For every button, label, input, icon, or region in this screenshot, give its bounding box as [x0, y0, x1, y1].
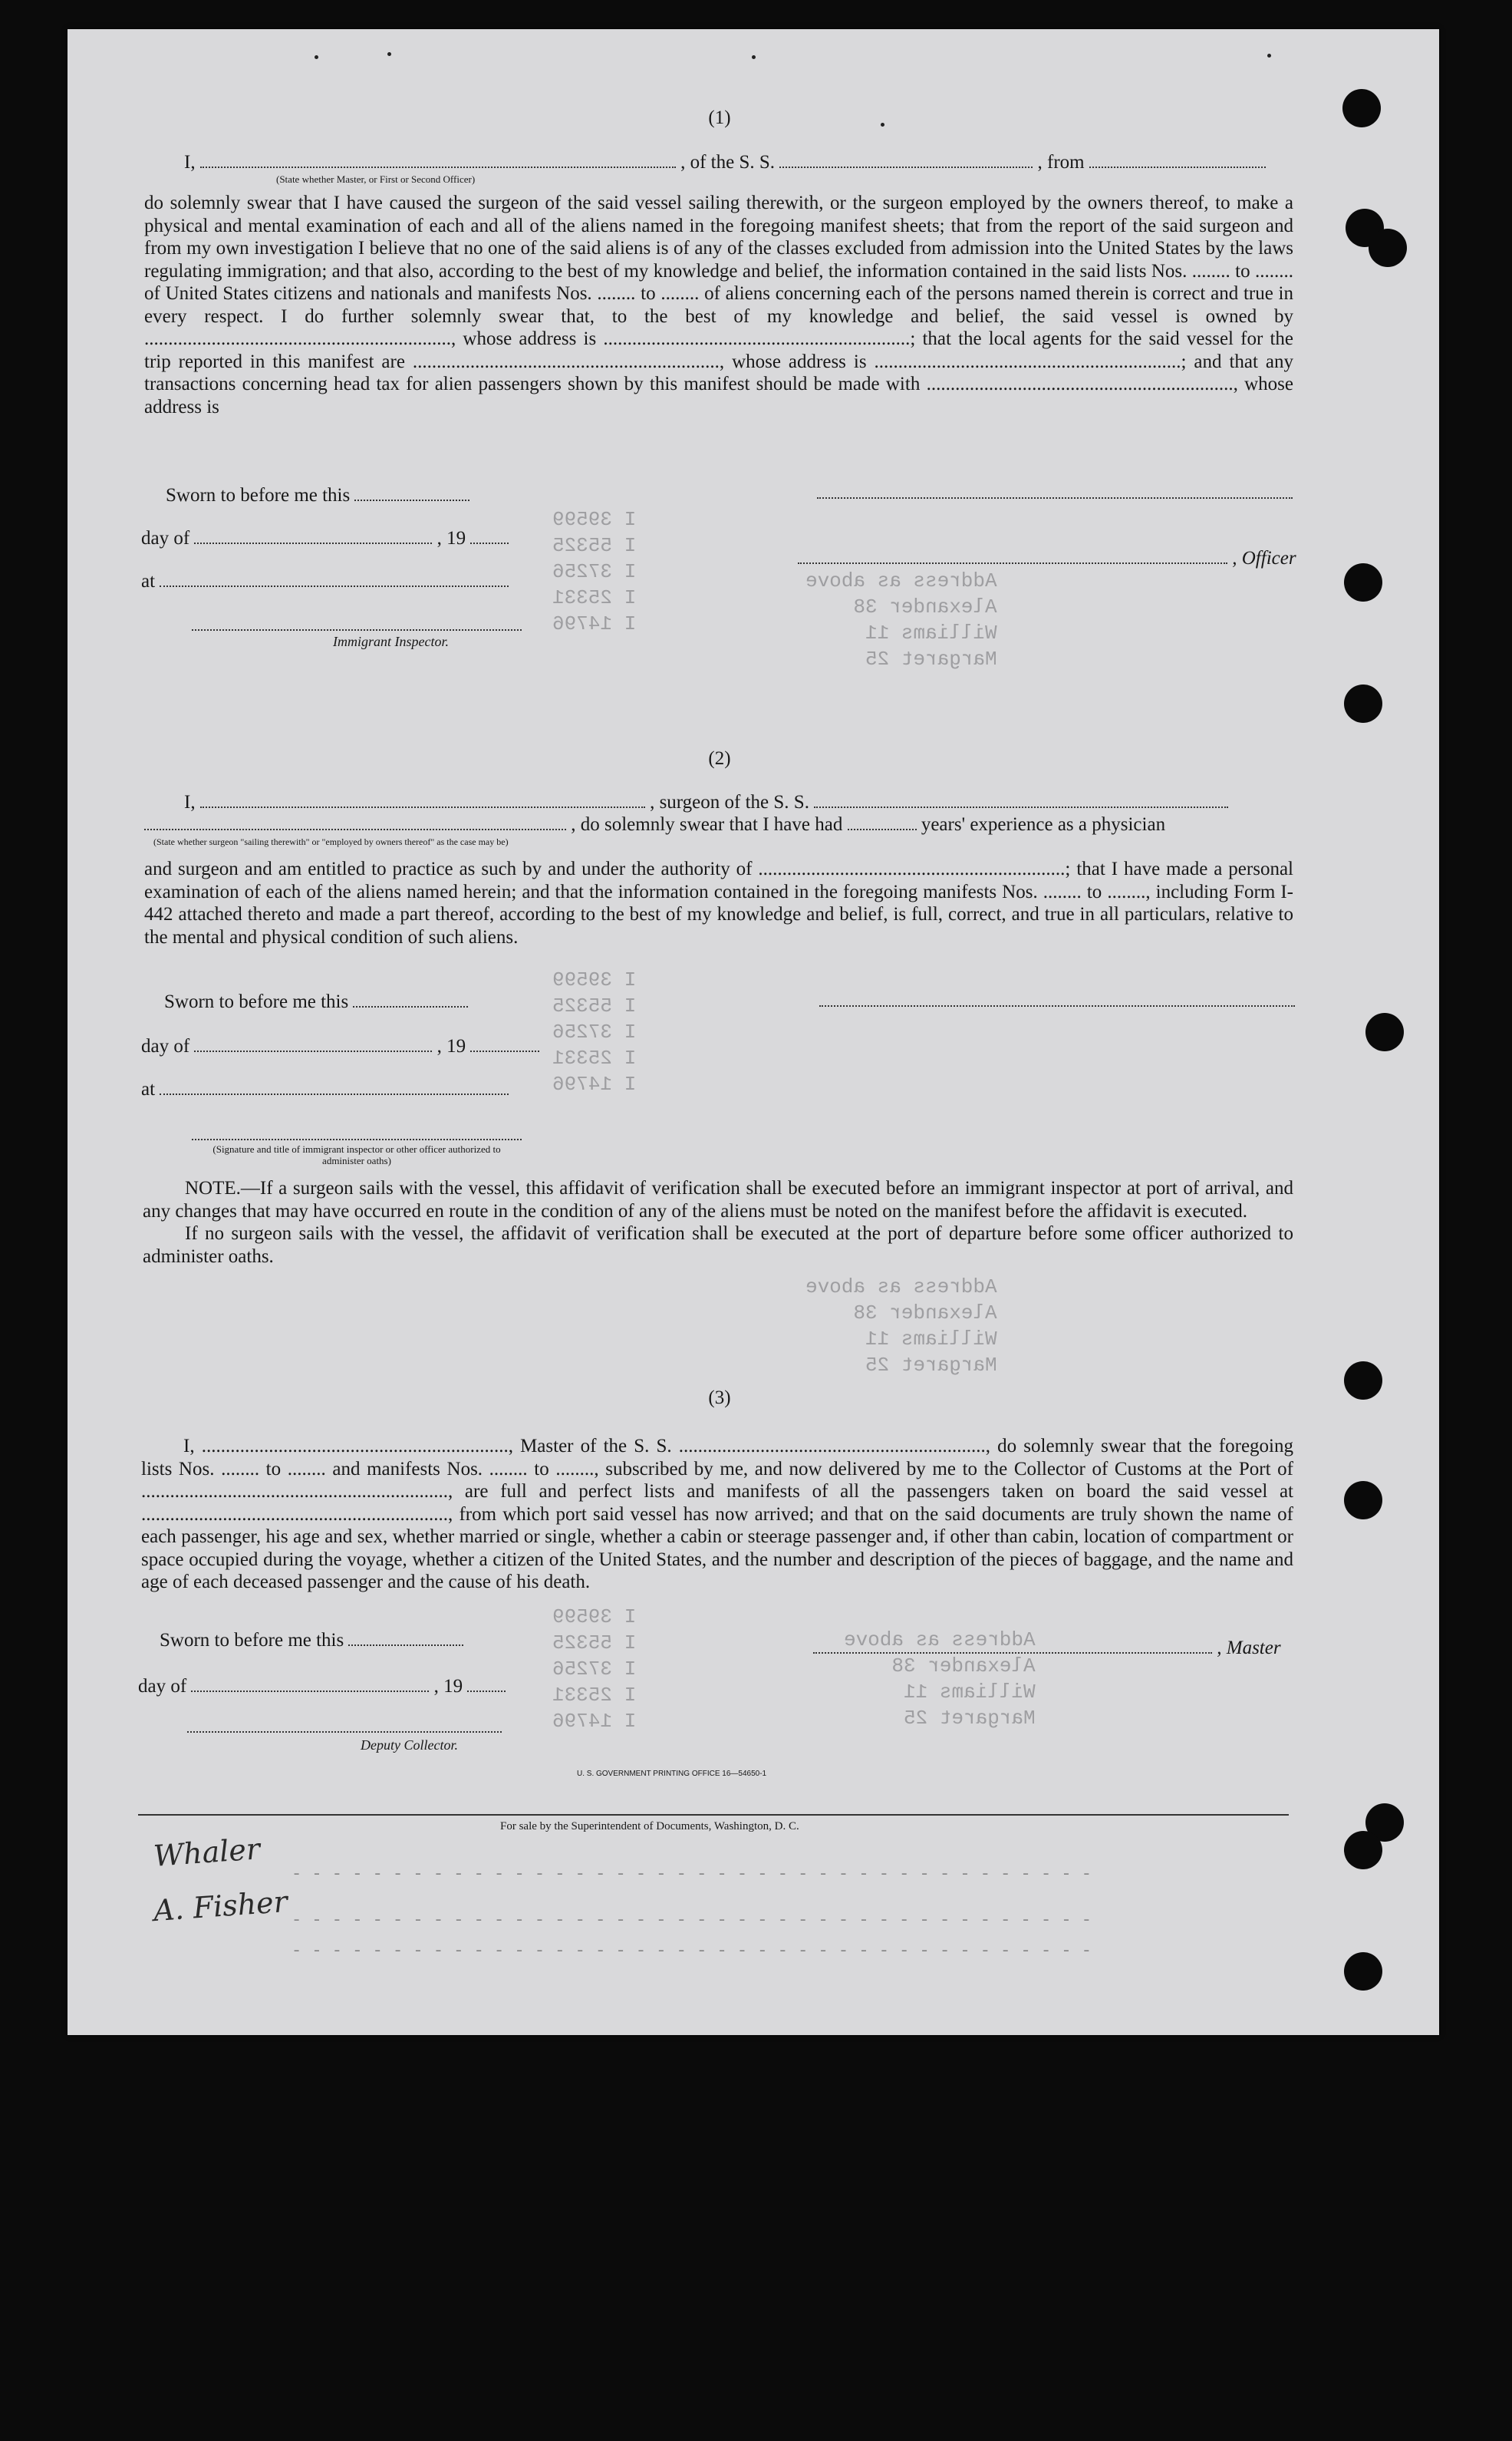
sworn-day-field[interactable]	[354, 486, 469, 501]
day-of-month-field[interactable]	[191, 1677, 429, 1692]
surgeon-first-line: I, , surgeon of the S. S.	[184, 792, 1228, 813]
punch-hole	[1369, 229, 1407, 267]
ink-speck	[315, 55, 318, 59]
master-signature-line: , Master	[813, 1638, 1281, 1659]
authorized-officer-signature-line[interactable]	[192, 1139, 522, 1140]
port-from-field[interactable]	[1089, 153, 1266, 168]
at-place-field[interactable]	[160, 1080, 509, 1095]
surgeon-status-field[interactable]	[144, 815, 566, 830]
section-number: (2)	[708, 748, 731, 769]
sworn-line-2: Sworn to before me this	[164, 991, 468, 1013]
ink-speck	[387, 52, 391, 56]
at-place-field[interactable]	[160, 572, 509, 587]
role-note: (State whether Master, or First or Second Officer)	[276, 173, 476, 185]
surgeon-vessel-field[interactable]	[814, 793, 1228, 808]
officer-title-field[interactable]	[798, 549, 1227, 564]
section-1-first-line: I, , of the S. S. , from	[184, 152, 1266, 173]
surgeon-status-note: (State whether surgeon "sailing therewith" or "employed by owners thereof" as the case may be)	[153, 836, 509, 847]
section-3-body	[141, 1435, 1293, 1594]
punch-hole	[1344, 1831, 1382, 1869]
ink-speck	[752, 55, 756, 59]
surgeon-second-line: , do solemnly swear that I have had years' experience as a physician	[144, 814, 1165, 836]
bleed-through-dashes: - - - - - - - - - - - - - - - - - - - - - - - - - - - - - - - - - - - - - - - -	[292, 1911, 1092, 1930]
surgeon-oath-text: and surgeon and am entitled to practice as such by and under the authority of ................................................................; that I have made a personal examination of each of the aliens named herein; and that the information contained in the foregoing manifests Nos. ........ to ........, including Form I-442 attached thereto and made a part thereof, according to the best of my knowledge and belief, is full, correct, and true in all particulars, relative to the mental and physical condition of such aliens.	[144, 859, 1293, 948]
sworn-day-field[interactable]	[348, 1631, 463, 1646]
bleed-through-names: Address as above Alexander 38 Williams 11 Margaret 25	[805, 1275, 997, 1377]
section-2-surgeon-oath	[144, 748, 1295, 770]
year-field[interactable]	[470, 1037, 539, 1052]
day-of-line-2: day of , 19	[141, 1036, 539, 1057]
punch-hole	[1344, 1481, 1382, 1519]
officer-title-line: , Officer	[798, 548, 1296, 569]
years-experience-field[interactable]	[848, 815, 917, 830]
bleed-through-numbers: I 39599 I 55325 I 37256 I 25331 I 14796	[552, 508, 637, 635]
punch-hole	[1365, 1013, 1404, 1051]
master-list-oath-text: I, ................................................................, Master of the S. S. ................................................................, do solemnly swear that the foregoing lists Nos. ........ to ........ and manifests Nos. ........ to ........, subscribed by me, and now delivered by me to the Collector of Customs at the Port of ................................................................, are full and perfect lists and manifests of all the passengers taken on board the said vessel at ................................................................, from which port said vessel has now arrived; and that on the said documents are truly shown the name of each passenger, his age and sex, whether married or single, whether a cabin or steerage passenger and, if other than cabin, location of compartment or space occupied during the voyage, whether a citizen of the United States, and the number and description of the pieces of baggage, and the name and age of each deceased passenger and the cause of his death.	[141, 1436, 1293, 1592]
surgeon-name-field[interactable]	[200, 793, 645, 808]
day-of-month-field[interactable]	[194, 529, 432, 544]
day-of-month-field[interactable]	[194, 1037, 432, 1052]
officer-signature-line[interactable]	[817, 497, 1293, 499]
oath-text: do solemnly swear that I have caused the surgeon of the said vessel sailing therewith, or the surgeon employed by the owners thereof, to make a physical and mental examination of each and all of the aliens named in the foregoing manifest sheets; that from the report of the said surgeon and from my own investigation I believe that no one of the said aliens is of any of the classes excluded from admission into the United States by the laws regulating immigration; and that also, according to the best of my knowledge and belief, the information contained in the said lists Nos. ........ to ........ of United States citizens and nationals and manifests Nos. ........ to ........ of aliens concerning each of the persons named therein is correct and true in every respect. I do further solemnly swear that, to the best of my knowledge and belief, the said vessel is owned by ................................................................, whose address is ................................................................; that the local agents for the said vessel for the trip reported in this manifest are ................................................................, whose address is ................................................................; and that any transactions concerning head tax for alien passengers shown by this manifest should be made with ................................................................, whose address is	[144, 193, 1293, 417]
signature-title-caption: (Signature and title of immigrant inspector or other officer authorized to administer oaths)	[212, 1143, 501, 1166]
sworn-line-3: Sworn to before me this	[160, 1630, 463, 1651]
section-number: (1)	[708, 107, 731, 128]
deputy-collector-signature-line[interactable]	[187, 1731, 502, 1733]
surgeon-note	[143, 1177, 1293, 1268]
bleed-through-numbers: I 39599 I 55325 I 37256 I 25331 I 14796	[552, 968, 637, 1096]
surgeon-signature-line[interactable]	[819, 1005, 1295, 1007]
inspector-signature-line[interactable]	[192, 629, 522, 631]
punch-hole	[1344, 563, 1382, 602]
immigrant-inspector-caption: Immigrant Inspector.	[333, 634, 449, 649]
section-1-master-oath	[144, 107, 1295, 129]
note-paragraph-1: NOTE.—If a surgeon sails with the vessel, this affidavit of verification shall be executed before an immigrant inspector at port of arrival, and any changes that may have occurred en route in the condition of any of the aliens must be noted on the manifest before the affidavit is executed.	[143, 1178, 1293, 1222]
punch-hole	[1342, 89, 1381, 127]
section-3-master-list-oath	[144, 1387, 1295, 1409]
year-field[interactable]	[470, 529, 509, 544]
for-sale-notice: For sale by the Superintendent of Documents, Washington, D. C.	[500, 1820, 799, 1832]
sworn-line-1: Sworn to before me this	[166, 485, 469, 506]
deputy-collector-caption: Deputy Collector.	[361, 1737, 458, 1753]
section-1-body	[144, 192, 1293, 418]
ink-speck	[881, 123, 884, 127]
officer-name-field[interactable]	[200, 153, 676, 168]
year-field[interactable]	[467, 1677, 506, 1692]
punch-hole	[1344, 1361, 1382, 1400]
handwritten-signature: A. Fisher	[152, 1884, 289, 1928]
vessel-name-field[interactable]	[779, 153, 1033, 168]
footer-rule	[138, 1814, 1289, 1816]
punch-hole	[1344, 1952, 1382, 1991]
bleed-through-dashes: - - - - - - - - - - - - - - - - - - - - - - - - - - - - - - - - - - - - - - - -	[292, 1941, 1092, 1961]
bleed-through-names: Address as above Alexander 38 Williams 11 Margaret 25	[844, 1628, 1036, 1730]
bleed-through-dashes: - - - - - - - - - - - - - - - - - - - - - - - - - - - - - - - - - - - - - - - -	[292, 1865, 1092, 1884]
at-line-1: at	[141, 571, 509, 592]
master-signature-field[interactable]	[813, 1638, 1212, 1654]
printing-office-line: U. S. GOVERNMENT PRINTING OFFICE 16—54650-1	[577, 1770, 767, 1778]
handwritten-signature: Whaler	[152, 1832, 262, 1873]
bleed-through-names: Address as above Alexander 38 Williams 11 Margaret 25	[805, 569, 997, 671]
bleed-through-numbers: I 39599 I 55325 I 37256 I 25331 I 14796	[552, 1605, 637, 1733]
day-of-line-3: day of , 19	[138, 1676, 506, 1697]
punch-hole	[1344, 684, 1382, 723]
ink-speck	[1267, 54, 1271, 58]
sworn-day-field[interactable]	[353, 992, 468, 1008]
note-paragraph-2: If no surgeon sails with the vessel, the affidavit of verification shall be executed at the port of departure before some officer authorized to administer oaths.	[143, 1223, 1293, 1267]
section-number: (3)	[708, 1387, 731, 1408]
section-2-body	[144, 858, 1293, 948]
day-of-line-1: day of , 19	[141, 528, 509, 549]
at-line-2: at	[141, 1079, 509, 1100]
